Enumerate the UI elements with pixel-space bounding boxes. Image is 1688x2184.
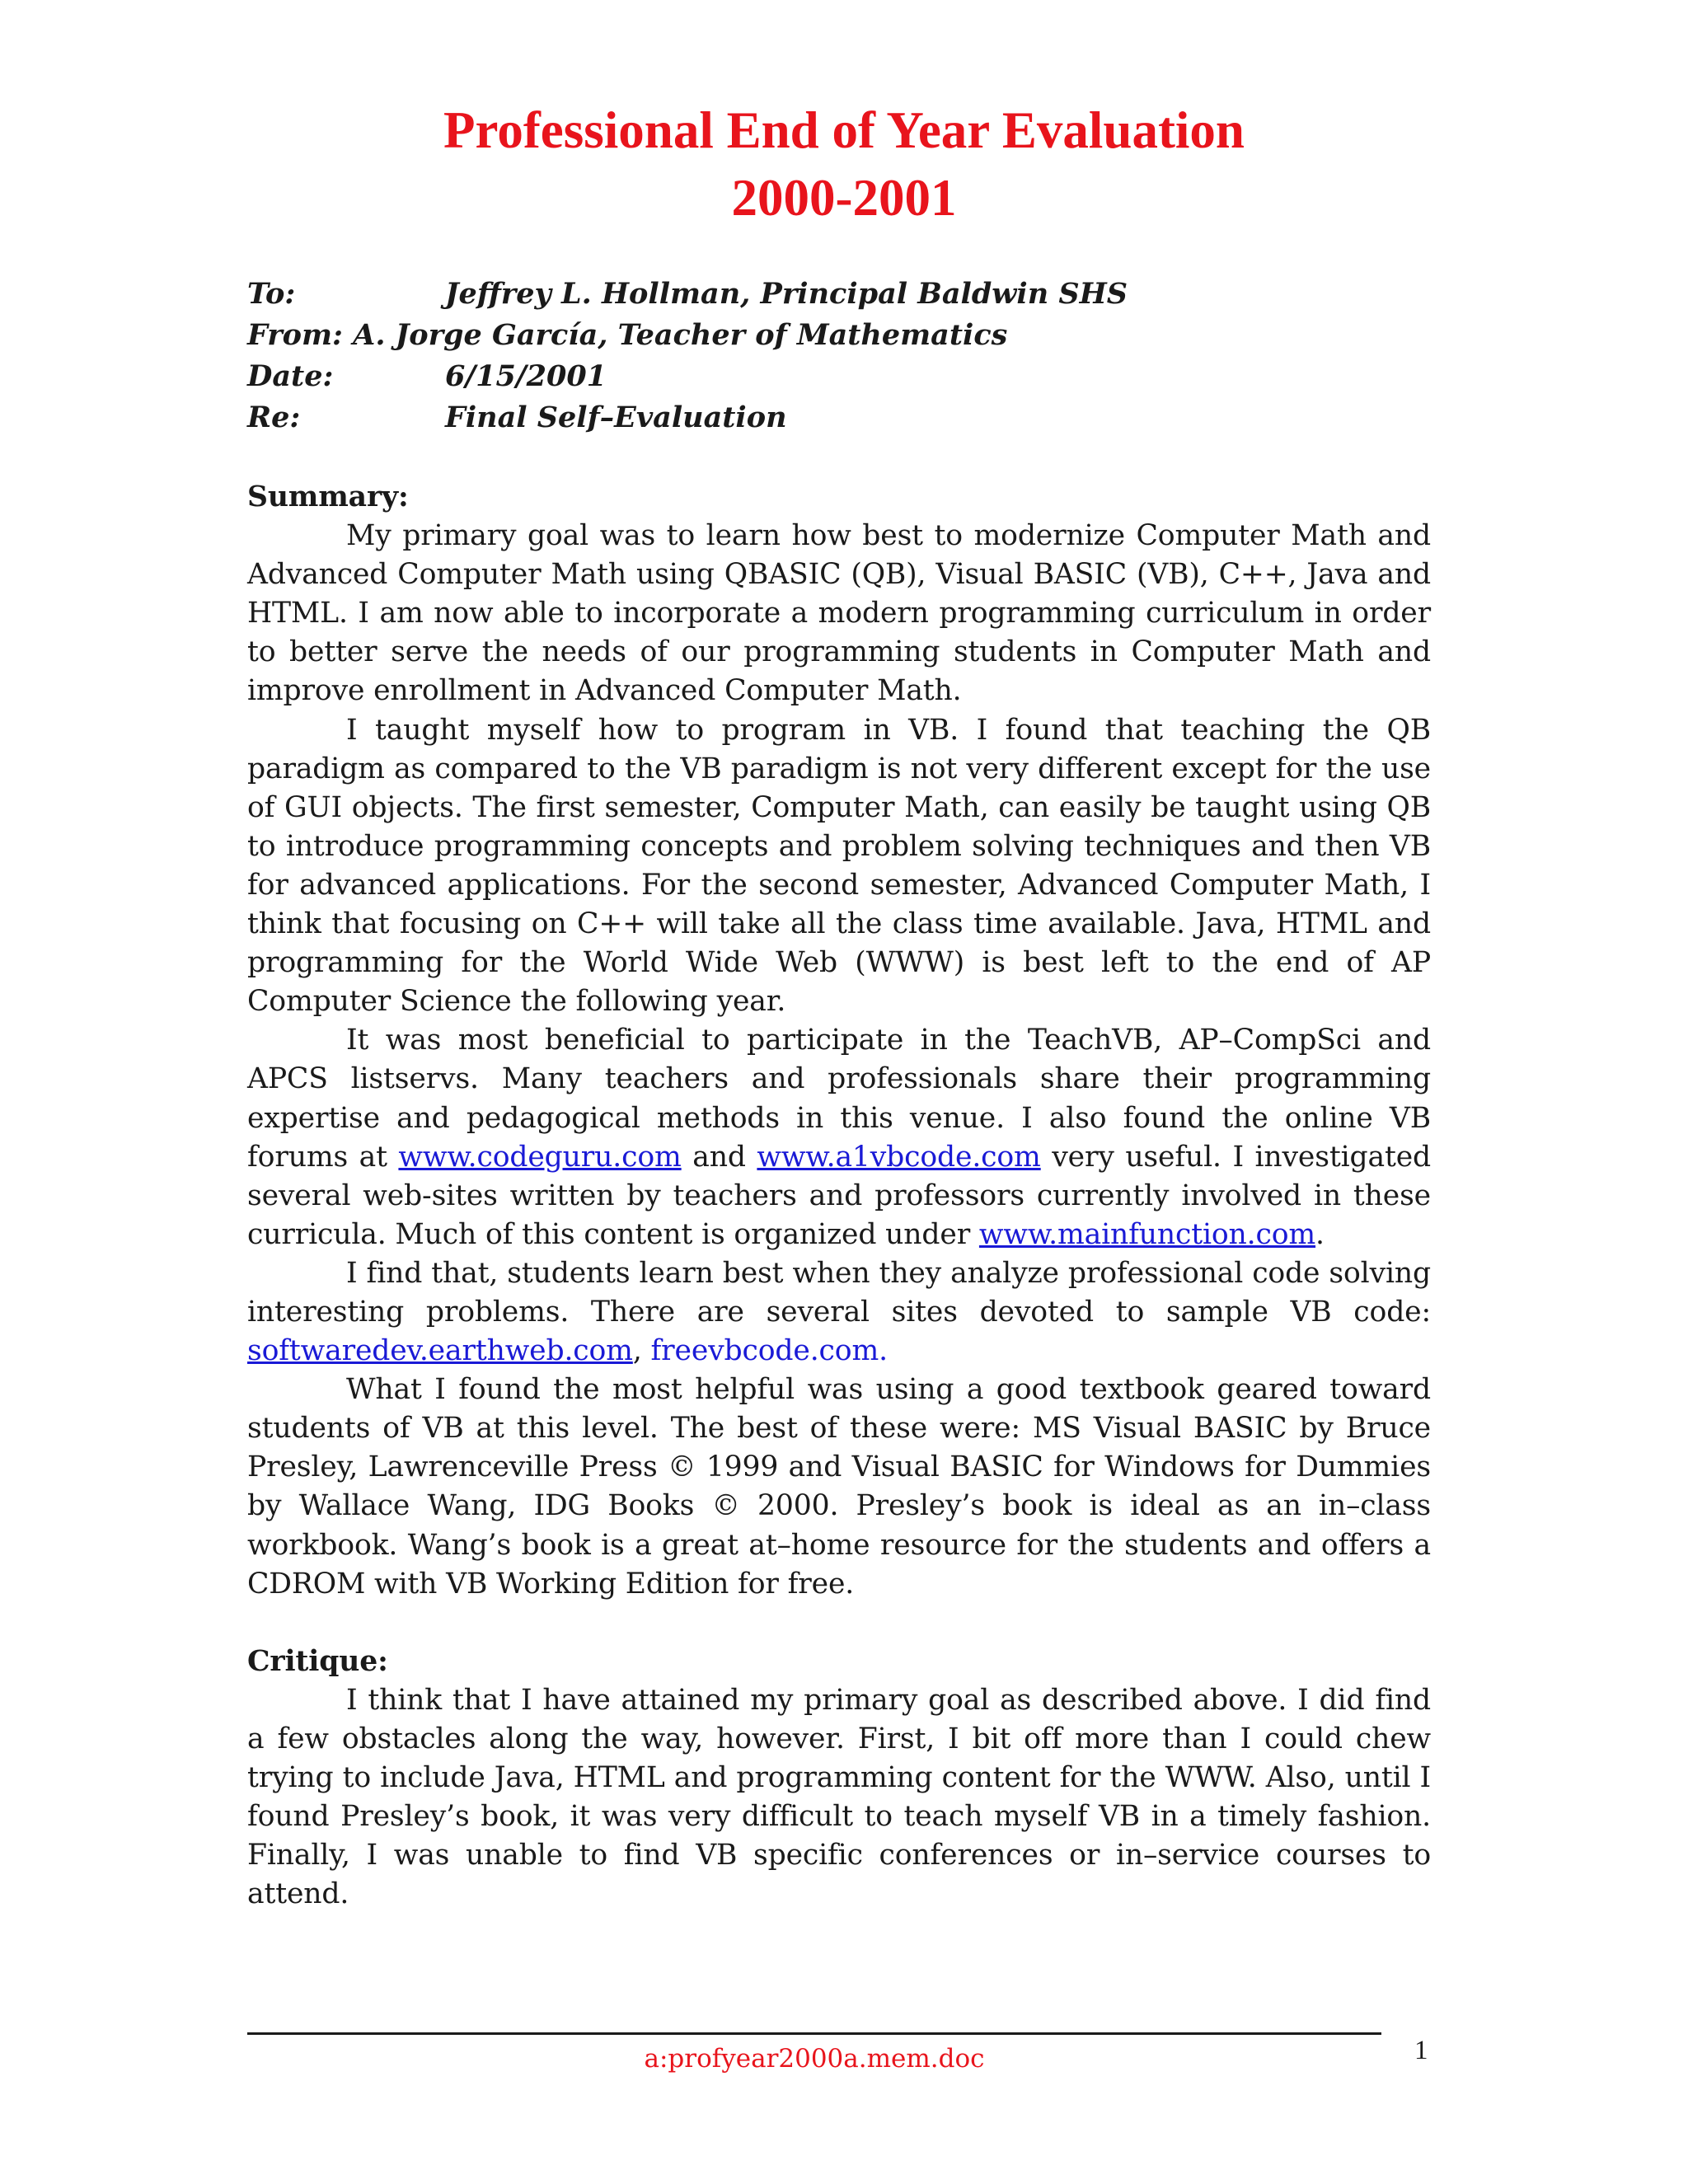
summary-paragraph-3-text-b: and — [681, 1140, 757, 1174]
summary-paragraph-3-text-a: It was most beneficial to participate in the TeachVB, AP–CompSci and APCS listservs. Many teachers and professionals share their programming expertise and pedagogical methods in this venue. I also found the online VB forums at — [247, 1024, 1431, 1174]
summary-paragraph-4-text-a: I find that, students learn best when they analyze professional code solving interesting problems. There are several sites devoted to sample VB code: — [247, 1256, 1431, 1329]
summary-heading: Summary: — [247, 480, 409, 513]
document-title: Professional End of Year Evaluation — [443, 101, 1245, 159]
memo-to-row — [247, 274, 1442, 315]
critique-heading: Critique: — [247, 1644, 388, 1678]
memo-from-value: A. Jorge García, Teacher of Mathematics — [353, 318, 1008, 352]
critique-paragraph-1: I think that I have attained my primary goal as described above. I did find a few obstacles along the way, however. First, I bit off more than I could chew trying to include Java, HTML and programming content for the WWW. Also, until I found Presley’s book, it was very difficult to teach myself VB in a timely fashion. Finally, I was unable to find VB specific conferences or in–service courses to attend. — [247, 1683, 1431, 1911]
memo-to-label: To: — [247, 277, 296, 311]
a1vbcode-link[interactable]: www.a1vbcode.com — [757, 1140, 1041, 1174]
memo-date-row — [247, 356, 1442, 397]
mainfunction-link[interactable]: www.mainfunction.com — [978, 1217, 1316, 1251]
memo-re-label: Re: — [247, 401, 301, 434]
summary-paragraph-1: My primary goal was to learn how best to modernize Computer Math and Advanced Computer Math using QBASIC (QB), Visual BASIC (VB), C++, Java and HTML. I am now able to incorporate a modern programming curriculum in order to better serve the needs of our programming students in Computer Math and improve enrollment in Advanced Computer Math. — [247, 519, 1431, 708]
memo-re-row — [247, 397, 1442, 438]
section-spacer — [247, 1604, 1431, 1643]
footer-divider — [247, 2032, 1381, 2035]
summary-paragraph-4 — [247, 1254, 1431, 1371]
document-body — [247, 478, 1431, 1914]
memo-date-value: 6/15/2001 — [445, 359, 607, 393]
memo-date-label: Date: — [247, 359, 334, 393]
document-title-year: 2000-2001 — [731, 169, 957, 227]
memo-from-label: From: — [247, 318, 343, 352]
codeguru-link[interactable]: www.codeguru.com — [398, 1140, 682, 1174]
summary-paragraph-3-text-c: very useful. I investigated several web-sites written by teachers and professors currently involved in these curricula. Much of this content is organized under — [247, 1140, 1431, 1251]
memo-re-value: Final Self–Evaluation — [445, 401, 787, 434]
summary-paragraph-3-text-d: . — [1315, 1217, 1325, 1251]
memo-to-value: Jeffrey L. Hollman, Principal Baldwin SHS — [445, 277, 1128, 311]
memo-from-row — [247, 315, 1442, 356]
summary-paragraph-2: I taught myself how to program in VB. I found that teaching the QB paradigm as compared to the VB paradigm is not very different except for the use of GUI objects. The first semester, Computer Math, can easily be taught using QB to introduce programming concepts and problem solving techniques and then VB for advanced applications. For the second semester, Advanced Computer Math, I think that focusing on C++ will take all the class time available. Java, HTML and programming for the World Wide Web (WWW) is best left to the end of AP Computer Science the following year. — [247, 713, 1431, 1019]
footer-filename: a:profyear2000a.mem.doc — [644, 2044, 985, 2074]
summary-paragraph-4-text-b: , — [632, 1334, 651, 1368]
memo-header — [247, 274, 1442, 438]
freevbcode-text: freevbcode.com. — [650, 1334, 888, 1368]
page-number: 1 — [1414, 2036, 1428, 2065]
earthweb-link[interactable]: softwaredev.earthweb.com — [247, 1334, 633, 1368]
summary-paragraph-3 — [247, 1021, 1431, 1254]
summary-paragraph-5: What I found the most helpful was using a good textbook geared toward students of VB at this level. The best of these were: MS Visual BASIC by Bruce Presley, Lawrenceville Press © 1999 and Visual BASIC for Windows for Dummies by Wallace Wang, IDG Books © 2000. Presley’s book is ideal as an in–class workbook. Wang’s book is a great at–home resource for the students and offers a CDROM with VB Working Edition for free. — [247, 1373, 1431, 1601]
